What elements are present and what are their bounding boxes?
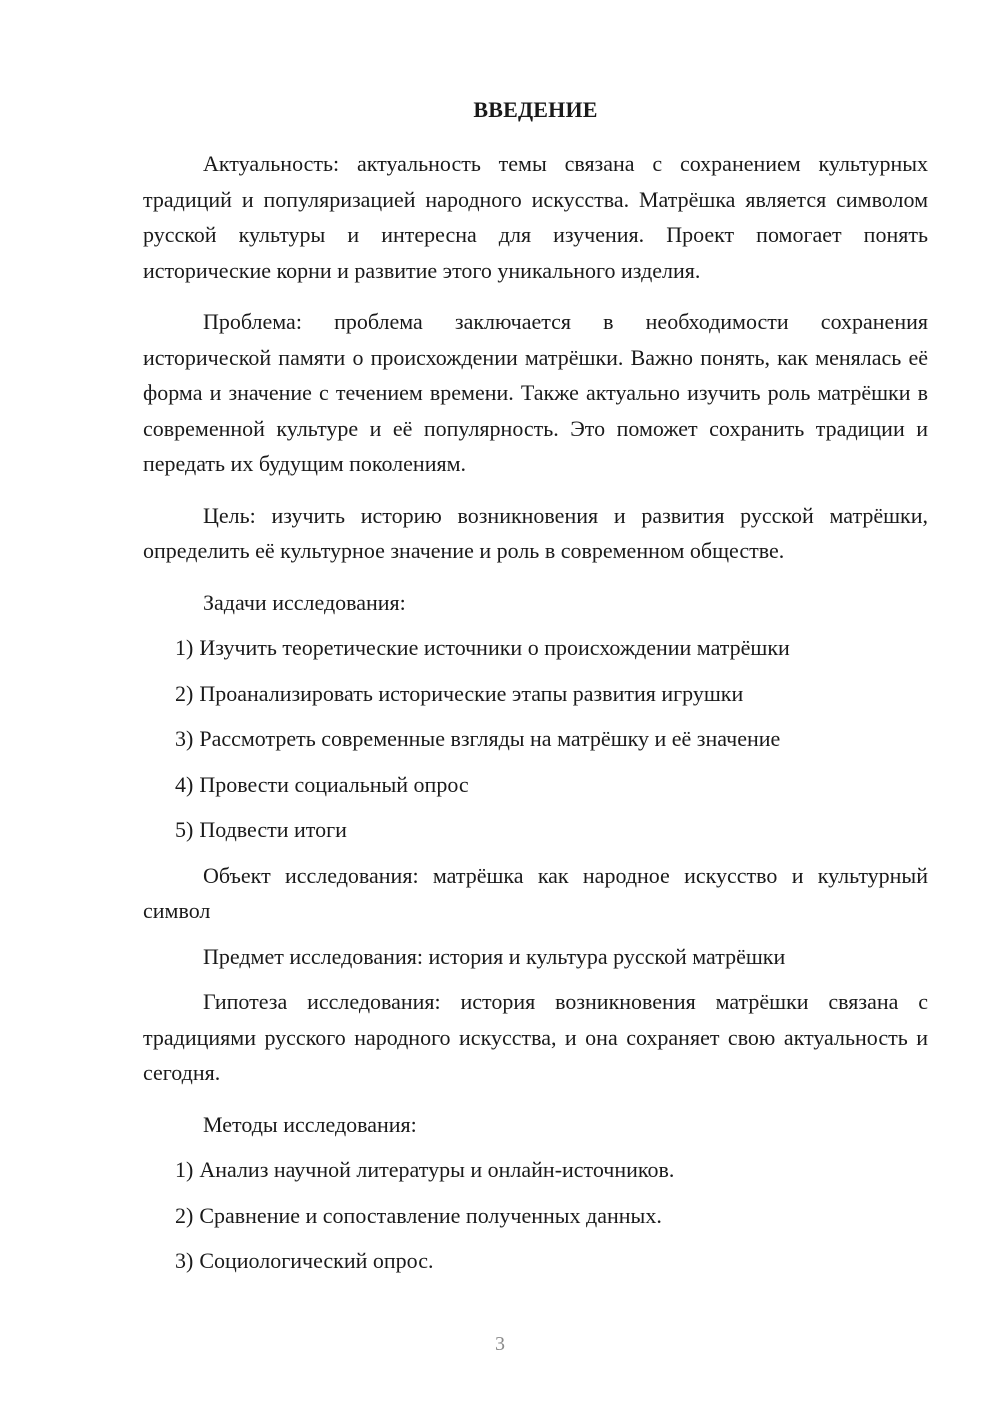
list-item-text: Провести социальный опрос — [199, 771, 469, 797]
list-item — [143, 1198, 928, 1234]
list-item-number: 1) — [175, 635, 194, 660]
list-item-text: Рассмотреть современные взгляды на матрёшку и её значение — [199, 726, 781, 751]
list-item — [143, 767, 928, 803]
list-item — [143, 676, 928, 712]
list-item — [143, 1243, 928, 1279]
tasks-heading: Задачи исследования: — [203, 589, 406, 615]
tasks-list — [143, 630, 928, 848]
list-item — [143, 721, 928, 757]
list-item-text: Сравнение и сопоставление полученных данных. — [199, 1202, 662, 1228]
list-item-number: 2) — [175, 680, 194, 706]
list-item — [143, 630, 928, 666]
list-item-text: Анализ научной литературы и онлайн-источников. — [199, 1157, 675, 1182]
document-page — [143, 94, 928, 1289]
relevance-paragraph: Актуальность: актуальность темы связана с сохранением культурных традиций и популяризацией народного искусства. Матрёшка является символом русской культуры и интересна для изучения. Проект помогает понять исторические корни и развитие этого уникального изделия. — [143, 151, 928, 283]
list-item-number: 2) — [175, 1202, 194, 1228]
goal-paragraph: Цель: изучить историю возникновения и развития русской матрёшки, определить её культурное значение и роль в современном обществе. — [143, 502, 928, 563]
list-item-text: Социологический опрос. — [199, 1248, 434, 1273]
object-paragraph: Объект исследования: матрёшка как народное искусство и культурный символ — [143, 862, 928, 923]
problem-paragraph: Проблема: проблема заключается в необходимости сохранения исторической памяти о происхождении матрёшки. Важно понять, как менялась её форма и значение с течением времени. Также актуально изучить роль матрёшки в современной культуре и её популярность. Это поможет сохранить традиции и передать их будущим поколениям. — [143, 309, 928, 476]
list-item — [143, 1152, 928, 1188]
hypothesis-paragraph: Гипотеза исследования: история возникновения матрёшки связана с традициями русского народного искусства, и она сохраняет свою актуальность и сегодня. — [143, 989, 928, 1085]
list-item-number: 1) — [175, 1157, 194, 1182]
methods-list — [143, 1152, 928, 1279]
list-item-number: 3) — [175, 726, 194, 751]
list-item-text: Подвести итоги — [199, 817, 347, 842]
list-item-number: 5) — [175, 817, 194, 842]
subject-paragraph: Предмет исследования: история и культура русской матрёшки — [203, 943, 786, 969]
methods-heading: Методы исследования: — [203, 1111, 417, 1137]
list-item-number: 4) — [175, 771, 194, 797]
list-item — [143, 812, 928, 848]
list-item-text: Проанализировать исторические этапы развития игрушки — [199, 680, 744, 706]
list-item-text: Изучить теоретические источники о происхождении матрёшки — [199, 635, 790, 660]
page-number: 3 — [495, 1333, 505, 1355]
list-item-number: 3) — [175, 1248, 194, 1273]
page-title: ВВЕДЕНИЕ — [473, 97, 598, 122]
